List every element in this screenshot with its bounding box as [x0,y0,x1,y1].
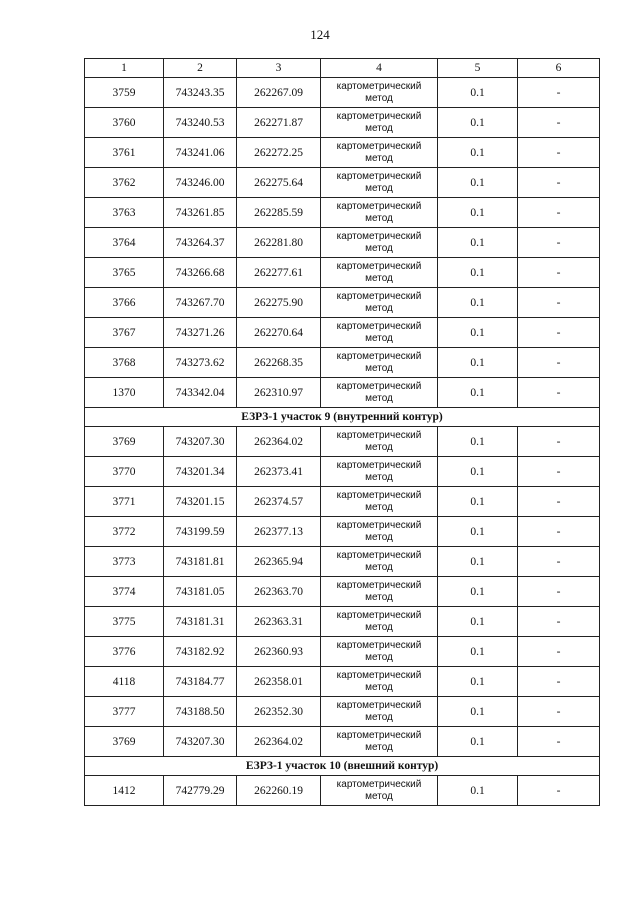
method-text: картометрический метод [336,729,422,753]
point-number-cell: 3776 [85,637,164,667]
accuracy-cell: 0.1 [438,228,518,258]
y-coordinate-cell: 262364.02 [237,427,321,457]
note-cell: - [518,138,600,168]
accuracy-cell: 0.1 [438,697,518,727]
point-number-cell: 3773 [85,547,164,577]
method-cell [321,776,438,806]
accuracy-cell: 0.1 [438,138,518,168]
method-cell [321,318,438,348]
method-cell [321,108,438,138]
accuracy-cell: 0.1 [438,108,518,138]
note-cell: - [518,288,600,318]
accuracy-cell: 0.1 [438,198,518,228]
method-cell [321,697,438,727]
method-text: картометрический метод [336,170,422,194]
y-coordinate-cell: 262272.25 [237,138,321,168]
point-number-cell: 4118 [85,667,164,697]
column-header: 3 [237,59,321,78]
coordinates-table [84,58,600,806]
table-row [85,776,600,806]
accuracy-cell: 0.1 [438,487,518,517]
column-header: 6 [518,59,600,78]
x-coordinate-cell: 742779.29 [164,776,237,806]
y-coordinate-cell: 262360.93 [237,637,321,667]
point-number-cell: 1370 [85,378,164,408]
method-text: картометрический метод [336,519,422,543]
y-coordinate-cell: 262285.59 [237,198,321,228]
method-text: картометрический метод [336,110,422,134]
x-coordinate-cell: 743199.59 [164,517,237,547]
method-cell [321,378,438,408]
accuracy-cell: 0.1 [438,547,518,577]
accuracy-cell: 0.1 [438,318,518,348]
table-row [85,108,600,138]
note-cell: - [518,457,600,487]
accuracy-cell: 0.1 [438,427,518,457]
table-row [85,727,600,757]
x-coordinate-cell: 743184.77 [164,667,237,697]
y-coordinate-cell: 262275.90 [237,288,321,318]
x-coordinate-cell: 743264.37 [164,228,237,258]
x-coordinate-cell: 743188.50 [164,697,237,727]
table-row [85,607,600,637]
x-coordinate-cell: 743241.06 [164,138,237,168]
note-cell: - [518,487,600,517]
y-coordinate-cell: 262277.61 [237,258,321,288]
method-text: картометрический метод [336,290,422,314]
method-cell [321,198,438,228]
y-coordinate-cell: 262352.30 [237,697,321,727]
x-coordinate-cell: 743271.26 [164,318,237,348]
table-row [85,138,600,168]
x-coordinate-cell: 743181.05 [164,577,237,607]
point-number-cell: 3761 [85,138,164,168]
x-coordinate-cell: 743261.85 [164,198,237,228]
point-number-cell: 1412 [85,776,164,806]
method-text: картометрический метод [336,230,422,254]
note-cell: - [518,78,600,108]
y-coordinate-cell: 262363.31 [237,607,321,637]
table-row [85,318,600,348]
accuracy-cell: 0.1 [438,517,518,547]
method-text: картометрический метод [336,80,422,104]
method-text: картометрический метод [336,140,422,164]
note-cell: - [518,637,600,667]
method-cell [321,228,438,258]
column-header: 5 [438,59,518,78]
point-number-cell: 3777 [85,697,164,727]
table-row [85,288,600,318]
point-number-cell: 3760 [85,108,164,138]
method-cell [321,487,438,517]
note-cell: - [518,607,600,637]
x-coordinate-cell: 743181.31 [164,607,237,637]
note-cell: - [518,727,600,757]
point-number-cell: 3772 [85,517,164,547]
note-cell: - [518,667,600,697]
accuracy-cell: 0.1 [438,168,518,198]
note-cell: - [518,228,600,258]
table-header-row [85,59,600,78]
table-row [85,198,600,228]
accuracy-cell: 0.1 [438,348,518,378]
table-row [85,168,600,198]
table-body [85,78,600,806]
y-coordinate-cell: 262260.19 [237,776,321,806]
accuracy-cell: 0.1 [438,378,518,408]
section-heading-row [85,757,600,776]
note-cell: - [518,577,600,607]
y-coordinate-cell: 262373.41 [237,457,321,487]
y-coordinate-cell: 262270.64 [237,318,321,348]
method-cell [321,427,438,457]
accuracy-cell: 0.1 [438,667,518,697]
x-coordinate-cell: 743182.92 [164,637,237,667]
y-coordinate-cell: 262358.01 [237,667,321,697]
column-header: 2 [164,59,237,78]
point-number-cell: 3762 [85,168,164,198]
note-cell: - [518,348,600,378]
y-coordinate-cell: 262275.64 [237,168,321,198]
table-row [85,517,600,547]
method-cell [321,577,438,607]
page-number: 124 [310,27,330,42]
accuracy-cell: 0.1 [438,577,518,607]
table-row [85,228,600,258]
method-text: картометрический метод [336,609,422,633]
table-row [85,378,600,408]
method-text: картометрический метод [336,699,422,723]
table-row [85,577,600,607]
point-number-cell: 3769 [85,427,164,457]
section-heading-row [85,408,600,427]
section-heading: ЕЗРЗ-1 участок 9 (внутренний контур) [85,408,600,427]
point-number-cell: 3767 [85,318,164,348]
method-cell [321,607,438,637]
x-coordinate-cell: 743273.62 [164,348,237,378]
method-text: картометрический метод [336,549,422,573]
method-text: картометрический метод [336,260,422,284]
note-cell: - [518,168,600,198]
method-text: картометрический метод [336,320,422,344]
method-cell [321,637,438,667]
method-cell [321,457,438,487]
method-cell [321,667,438,697]
note-cell: - [518,108,600,138]
accuracy-cell: 0.1 [438,776,518,806]
x-coordinate-cell: 743201.34 [164,457,237,487]
method-text: картометрический метод [336,429,422,453]
note-cell: - [518,776,600,806]
x-coordinate-cell: 743207.30 [164,727,237,757]
method-text: картометрический метод [336,489,422,513]
method-cell [321,138,438,168]
table-row [85,697,600,727]
y-coordinate-cell: 262364.02 [237,727,321,757]
method-cell [321,288,438,318]
y-coordinate-cell: 262377.13 [237,517,321,547]
table-row [85,348,600,378]
accuracy-cell: 0.1 [438,288,518,318]
method-text: картометрический метод [336,200,422,224]
point-number-cell: 3770 [85,457,164,487]
method-text: картометрический метод [336,579,422,603]
note-cell: - [518,198,600,228]
point-number-cell: 3759 [85,78,164,108]
accuracy-cell: 0.1 [438,258,518,288]
table-row [85,487,600,517]
y-coordinate-cell: 262281.80 [237,228,321,258]
method-cell [321,547,438,577]
table-row [85,427,600,457]
table-row [85,547,600,577]
x-coordinate-cell: 743201.15 [164,487,237,517]
method-text: картометрический метод [336,350,422,374]
section-heading: ЕЗРЗ-1 участок 10 (внешний контур) [85,757,600,776]
x-coordinate-cell: 743246.00 [164,168,237,198]
note-cell: - [518,427,600,457]
x-coordinate-cell: 743267.70 [164,288,237,318]
x-coordinate-cell: 743240.53 [164,108,237,138]
method-cell [321,727,438,757]
point-number-cell: 3771 [85,487,164,517]
note-cell: - [518,378,600,408]
y-coordinate-cell: 262363.70 [237,577,321,607]
method-text: картометрический метод [336,380,422,404]
y-coordinate-cell: 262267.09 [237,78,321,108]
method-cell [321,258,438,288]
note-cell: - [518,697,600,727]
column-header: 4 [321,59,438,78]
y-coordinate-cell: 262365.94 [237,547,321,577]
accuracy-cell: 0.1 [438,457,518,487]
y-coordinate-cell: 262271.87 [237,108,321,138]
x-coordinate-cell: 743207.30 [164,427,237,457]
x-coordinate-cell: 743243.35 [164,78,237,108]
y-coordinate-cell: 262310.97 [237,378,321,408]
method-cell [321,517,438,547]
accuracy-cell: 0.1 [438,637,518,667]
method-cell [321,168,438,198]
note-cell: - [518,517,600,547]
method-text: картометрический метод [336,639,422,663]
y-coordinate-cell: 262268.35 [237,348,321,378]
method-cell [321,348,438,378]
table-row [85,78,600,108]
x-coordinate-cell: 743342.04 [164,378,237,408]
point-number-cell: 3766 [85,288,164,318]
point-number-cell: 3775 [85,607,164,637]
accuracy-cell: 0.1 [438,78,518,108]
table-row [85,258,600,288]
note-cell: - [518,318,600,348]
accuracy-cell: 0.1 [438,727,518,757]
table-row [85,667,600,697]
column-header: 1 [85,59,164,78]
y-coordinate-cell: 262374.57 [237,487,321,517]
point-number-cell: 3763 [85,198,164,228]
method-text: картометрический метод [336,459,422,483]
point-number-cell: 3764 [85,228,164,258]
method-cell [321,78,438,108]
point-number-cell: 3765 [85,258,164,288]
method-text: картометрический метод [336,778,422,802]
table-row [85,637,600,667]
accuracy-cell: 0.1 [438,607,518,637]
point-number-cell: 3774 [85,577,164,607]
x-coordinate-cell: 743181.81 [164,547,237,577]
method-text: картометрический метод [336,669,422,693]
point-number-cell: 3769 [85,727,164,757]
note-cell: - [518,258,600,288]
x-coordinate-cell: 743266.68 [164,258,237,288]
point-number-cell: 3768 [85,348,164,378]
table-row [85,457,600,487]
note-cell: - [518,547,600,577]
